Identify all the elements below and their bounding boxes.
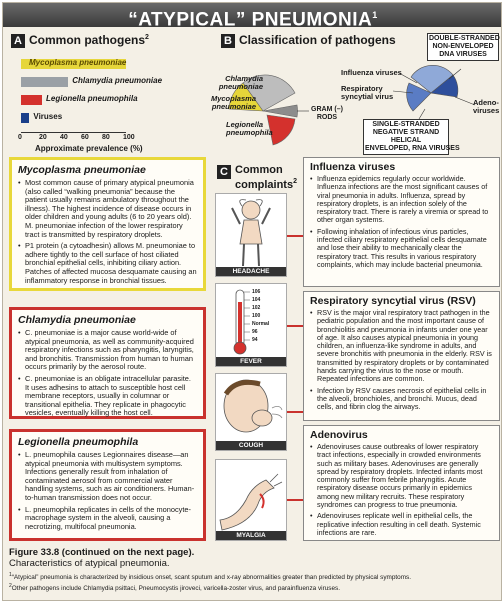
prevalence-bar-label: Chlamydia pneumoniae: [72, 76, 163, 85]
thermometer-scale: 106 104 102 100 Normal 96 94: [252, 289, 270, 343]
prevalence-bar: [21, 77, 68, 87]
cough-figure-icon: [216, 374, 286, 442]
prevalence-bar-row: [21, 77, 211, 87]
prevalence-bar-label: Viruses: [33, 112, 63, 121]
section-a-title: Common pathogens: [29, 33, 145, 47]
label-chlamydia: Chlamydia pneumoniae: [218, 74, 263, 91]
section-a-footnote-mark: 2: [145, 34, 149, 41]
prevalence-axis-title: Approximate prevalence (%): [35, 144, 143, 153]
prevalence-bar-row: [21, 59, 211, 69]
prevalence-bar: [21, 95, 42, 105]
label-mycoplasma: Mycoplasma pneumoniae: [210, 94, 256, 111]
symptom-label: HEADACHE: [216, 267, 286, 276]
label-legionella: Legionella pneumophila: [226, 120, 273, 137]
prevalence-axis: [21, 132, 126, 133]
myalgia-arm-icon: [216, 460, 286, 532]
prevalence-tick-label: 80: [102, 134, 110, 141]
footnote-1: $^1$“Atypical” pneumonia is characterized by insidious onset, scant sputum and x-ray abnormalities greater than predicted by physical symptoms.: [9, 572, 412, 582]
footnote-2: $^2$Other pathogens include Chlamydia psittaci, Pneumocystis jiroveci, varicella-zoster virus, and parainfluenza viruses.: [9, 583, 340, 593]
page: [2, 2, 502, 601]
adenovirus-bullet: • Adenoviruses replicate well in epithelial cells, the replicative infection resulting in cell death. Systemic infections are rare.: [310, 512, 493, 537]
chlamydia-bullet: • C. pneumoniae is a major cause world-wide of atypical pneumonia, as well as community-acquired respiratory infections such as pharyngitis, laryngitis, and bronchitis. Transmission from human to human occurs primarily by the aerosol route.: [18, 329, 197, 372]
mycoplasma-box: [9, 157, 206, 291]
mycoplasma-title: Mycoplasma pneumoniae: [18, 164, 146, 176]
label-rsv: Respiratory syncytial virus: [341, 84, 394, 101]
section-c-footnote-mark: 2: [293, 178, 297, 185]
prevalence-bar-row: [21, 113, 211, 123]
prevalence-tick-label: 60: [81, 134, 89, 141]
rsv-box: [303, 291, 500, 421]
prevalence-tick-label: 20: [39, 134, 47, 141]
influenza-bullet: • Influenza epidemics regularly occur worldwide. Influenza infections are the most significant causes of viral pneumonia in adults. Influenza, spread by respiratory droplets, is an infection solely of the respiratory tract. There is rarely a viremia or spread to other organ systems.: [310, 175, 493, 225]
legionella-bullet: • L. pneumophila replicates in cells of the monocyte-macrophage system in the alveoli, causing a necrotizing, multifocal pneumonia.: [18, 506, 197, 532]
symptom-label: COUGH: [216, 441, 286, 450]
prevalence-bar-label: Legionella pneumophila: [46, 94, 138, 103]
adenovirus-title: Adenovirus: [310, 429, 368, 441]
rna-virus-class-box: SINGLE-STRANDED NEGATIVE STRAND HELICAL ENVELOPED, RNA VIRUSES: [363, 119, 449, 155]
symptom-myalgia: [215, 459, 287, 541]
figure-caption: [9, 547, 499, 593]
chlamydia-title: Chlamydia pneumoniae: [18, 314, 136, 326]
page-title-text: “ATYPICAL” PNEUMONIA: [128, 9, 373, 31]
rsv-bullet: • Infection by RSV causes necrosis of epithelial cells in the alveoli, bronchioles, and bronchi. Mucus, dead cells, and fibrin clog the airways.: [310, 387, 493, 412]
symptom-fever: [215, 283, 287, 367]
adenovirus-box: [303, 425, 500, 541]
influenza-box: [303, 157, 500, 287]
influenza-bullet: • Following inhalation of infectious virus particles, infected ciliary respiratory epithelial cells desquamate and lose their ability to mechanically clear the respiratory tract. This results in various respiratory complaints, which may include bacterial pneumonia.: [310, 228, 493, 269]
label-adenovirus: Adeno- viruses: [473, 98, 500, 115]
section-a-heading: [11, 33, 149, 48]
legionella-bullet: • L. pneumophila causes Legionnaires disease—an atypical pneumonia with multisystem symptoms. Infections generally result from inhalation of contaminated aerosol from commercial water handling systems, such as air conditioners. Human-to-human transmission does not occur.: [18, 451, 197, 503]
symptom-label: FEVER: [216, 357, 286, 366]
symptom-headache: [215, 193, 287, 277]
mycoplasma-bullet: • P1 protein (a cytoadhesin) allows M. pneumoniae to adhere tightly to the cell surface of host ciliated bronchial epithelial cells, inhibiting ciliary action. Patches of affected mucosa desquamate causing an inflammatory response in bronchial tissues.: [18, 242, 197, 285]
chlamydia-bullet: • C. pneumoniae is an obligate intracellular parasite. It uses adhesins to attach to susceptible host cell membrane receptors, usually in columnar or transitional epithelia. They replicate in phagocytic vesicles, eventually killing the host cell.: [18, 375, 197, 418]
myalgia-connector: [287, 499, 303, 501]
dna-virus-class-box: DOUBLE-STRANDED NON-ENVELOPED DNA VIRUSES: [427, 33, 499, 61]
influenza-title: Influenza viruses: [310, 161, 396, 173]
section-b-heading: [221, 33, 396, 48]
section-c-title: Common complaints: [235, 164, 294, 191]
symptom-label: MYALGIA: [216, 531, 286, 540]
legionella-title: Legionella pneumophila: [18, 436, 139, 448]
prevalence-tick-label: 100: [123, 134, 135, 141]
figure-subtitle: Characteristics of atypical pneumonia.: [9, 558, 170, 569]
section-b-title: Classification of pathogens: [239, 33, 396, 47]
prevalence-tick-label: 0: [18, 134, 22, 141]
prevalence-tick-label: 40: [60, 134, 68, 141]
prevalence-bar-row: [21, 95, 211, 105]
label-influenza: Influenza viruses: [341, 68, 402, 77]
headache-connector: [287, 235, 303, 237]
legionella-box: [9, 429, 206, 541]
cough-connector: [287, 411, 303, 413]
figure-number: Figure 33.8 (continued on the next page).: [9, 547, 195, 558]
page-title: [3, 3, 502, 31]
chlamydia-box: [9, 307, 206, 419]
section-c-heading: [217, 163, 303, 191]
mycoplasma-bullet: • Most common cause of primary atypical pneumonia (also called “walking pneumonia” because the patient usually remains ambulatory throughout the illness). The highest incidence of disease occurs in older children and young adults (6 to 20 years old). M. pneumoniae infection of the lower respiratory tract is transmitted by respiratory droplets.: [18, 179, 197, 239]
rsv-bullet: • RSV is the major viral respiratory tract pathogen in the pediatric population and the most important cause of bronchiolitis and pneumonia in infants under one year of age. It also causes atypical pneumonia in young children, an influenza-like syndrome in adults, and severe bronchitis with pneumonia in the elderly. RSV is transmitted by respiratory droplets or by contaminated hands carrying the virus to the nose or mouth. Repeated infections are common.: [310, 309, 493, 384]
page-title-footnote-mark: 1: [372, 10, 378, 20]
rsv-title: Respiratory syncytial virus (RSV): [310, 295, 476, 307]
section-b-badge: B: [221, 34, 235, 48]
adenovirus-bullet: • Adenoviruses cause outbreaks of lower respiratory tract infections, especially in crowded environments such as military bases. Adenoviruses are generally spread by respiratory droplets. Infected infants most commonly suffer from febrile pharyngitis. Acute respiratory disease occurs primarily in epidemics among new military recruits. These respiratory syndromes can progress to true pneumonia.: [310, 443, 493, 509]
prevalence-bar-label: Mycoplasma pneumoniae: [29, 58, 127, 67]
headache-figure-icon: [216, 194, 286, 268]
section-a-badge: A: [11, 34, 25, 48]
fever-connector: [287, 325, 303, 327]
thermometer-icon: [216, 284, 286, 358]
label-gram-negative-rods: GRAM (–) RODS: [311, 106, 343, 121]
prevalence-bar: [21, 113, 29, 123]
section-c-badge: C: [217, 165, 231, 179]
symptom-cough: [215, 373, 287, 451]
